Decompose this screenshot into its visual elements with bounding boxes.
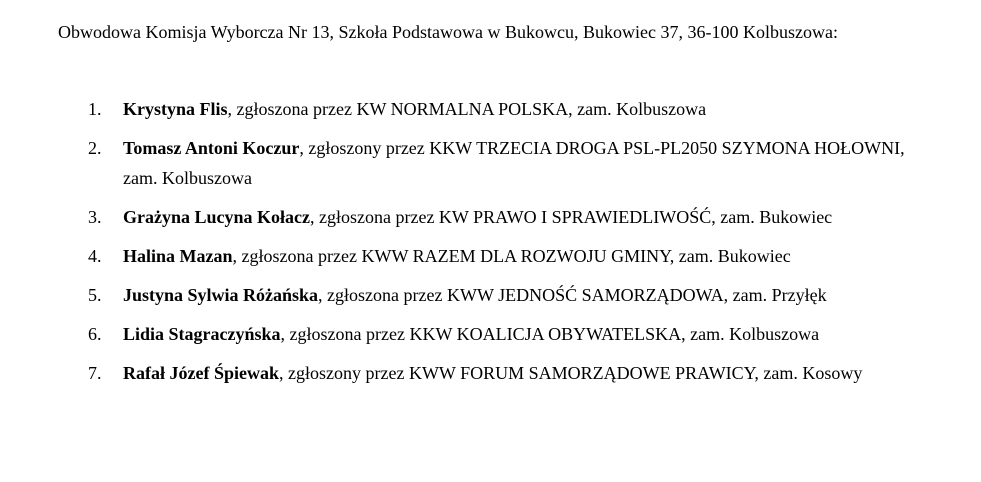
member-name: Krystyna Flis (123, 99, 228, 119)
member-name: Lidia Stagraczyńska (123, 324, 281, 344)
list-item (0, 202, 981, 232)
list-item (0, 133, 981, 193)
member-name: Justyna Sylwia Różańska (123, 285, 319, 305)
list-item (0, 241, 981, 271)
member-name: Halina Mazan (123, 246, 233, 266)
list-number: 4. (88, 246, 102, 266)
member-details: , zgłoszona przez KW NORMALNA POLSKA, zam. Kolbuszowa (227, 99, 707, 119)
member-details: , zgłoszony przez KKW TRZECIA DROGA PSL-PL2050 SZYMONA HOŁOWNI, zam. Kolbuszowa (123, 138, 905, 188)
list-number: 2. (88, 138, 102, 158)
list-number: 7. (88, 363, 102, 383)
member-details: , zgłoszona przez KWW JEDNOŚĆ SAMORZĄDOWA, zam. Przyłęk (318, 285, 827, 305)
member-name: Rafał Józef Śpiewak (123, 363, 279, 383)
member-details: , zgłoszona przez KKW KOALICJA OBYWATELSKA, zam. Kolbuszowa (280, 324, 820, 344)
list-number: 5. (88, 285, 102, 305)
list-item (0, 280, 981, 310)
list-number: 3. (88, 207, 102, 227)
member-details: , zgłoszony przez KWW FORUM SAMORZĄDOWE PRAWICY, zam. Kosowy (279, 363, 863, 383)
member-details: , zgłoszona przez KW PRAWO I SPRAWIEDLIWOŚĆ, zam. Bukowiec (310, 207, 833, 227)
list-item (0, 358, 981, 388)
commission-heading: Obwodowa Komisja Wyborcza Nr 13, Szkoła Podstawowa w Bukowcu, Bukowiec 37, 36-100 Kolbuszowa: (58, 22, 838, 42)
member-name: Tomasz Antoni Koczur (123, 138, 300, 158)
list-item (0, 94, 981, 124)
list-number: 1. (88, 99, 102, 119)
list-number: 6. (88, 324, 102, 344)
member-details: , zgłoszona przez KWW RAZEM DLA ROZWOJU GMINY, zam. Bukowiec (232, 246, 791, 266)
list-item (0, 319, 981, 349)
member-name: Grażyna Lucyna Kołacz (123, 207, 310, 227)
member-list (0, 94, 981, 397)
